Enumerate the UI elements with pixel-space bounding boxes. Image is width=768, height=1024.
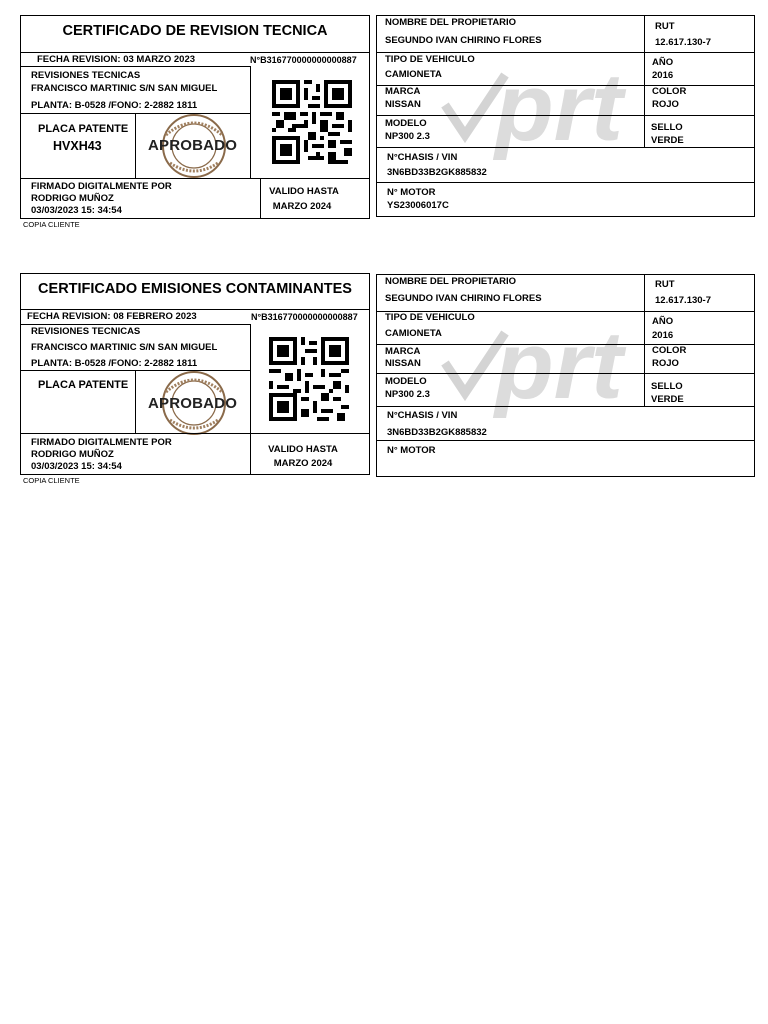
watermark-text: prt <box>495 54 623 161</box>
marca-value: NISSAN <box>385 99 421 110</box>
marca-label: MARCA <box>385 346 421 357</box>
sello-value: VERDE <box>651 394 684 405</box>
rut-label: RUT <box>655 21 675 32</box>
motor-label: N° MOTOR <box>387 445 436 456</box>
rut-value: 12.617.130-7 <box>655 295 711 306</box>
valido-value: MARZO 2024 <box>272 201 332 212</box>
color-label: COLOR <box>652 86 687 97</box>
anio-label: AÑO <box>652 316 674 327</box>
marca-value: NISSAN <box>385 358 421 369</box>
modelo-label: MODELO <box>385 376 427 387</box>
qr-code-icon <box>272 80 352 164</box>
rut-value: 12.617.130-7 <box>655 37 711 48</box>
sello-value: VERDE <box>651 135 684 146</box>
owner-value: SEGUNDO IVAN CHIRINO FLORES <box>385 35 542 46</box>
modelo-label: MODELO <box>385 118 427 129</box>
modelo-value: NP300 2.3 <box>385 389 430 400</box>
copia-cliente: COPIA CLIENTE <box>23 220 80 229</box>
anio-value: 2016 <box>652 330 674 341</box>
aprobado-seal <box>144 113 244 178</box>
planta-line-2: FRANCISCO MARTINIC S/N SAN MIGUEL <box>31 342 218 353</box>
firmado-line-1: FIRMADO DIGITALMENTE POR <box>31 437 172 448</box>
valido-label: VALIDO HASTA <box>268 444 338 455</box>
seal-text: APROBADO <box>148 137 238 154</box>
chasis-label: N°CHASIS / VIN <box>387 410 458 421</box>
tipo-value: CAMIONETA <box>385 328 442 339</box>
copia-cliente: COPIA CLIENTE <box>23 476 80 485</box>
valido-value: MARZO 2024 <box>273 458 333 469</box>
qr-code <box>272 80 352 164</box>
firmado-line-3: 03/03/2023 15: 34:54 <box>31 205 122 216</box>
owner-label: NOMBRE DEL PROPIETARIO <box>385 276 517 287</box>
marca-label: MARCA <box>385 86 421 97</box>
placa-label: PLACA PATENTE <box>38 123 129 135</box>
certificate-title: CERTIFICADO DE REVISION TECNICA <box>62 23 328 39</box>
qr-code-icon <box>269 337 349 421</box>
planta-line-3: PLANTA: B-0528 /FONO: 2-2882 1811 <box>31 100 198 111</box>
chasis-label: N°CHASIS / VIN <box>387 152 458 163</box>
anio-label: AÑO <box>652 57 674 68</box>
chasis-value: 3N6BD33B2GK885832 <box>387 167 487 178</box>
anio-value: 2016 <box>652 70 674 81</box>
fecha-revision: FECHA REVISION: 08 FEBRERO 2023 <box>27 311 197 322</box>
certificate-number: N°B316770000000000887 <box>251 312 358 322</box>
watermark-text: prt <box>495 312 623 419</box>
chasis-value: 3N6BD33B2GK885832 <box>387 427 487 438</box>
owner-label: NOMBRE DEL PROPIETARIO <box>385 17 517 28</box>
fecha-revision: FECHA REVISION: 03 MARZO 2023 <box>37 54 196 65</box>
rut-label: RUT <box>655 279 675 290</box>
planta-line-2: FRANCISCO MARTINIC S/N SAN MIGUEL <box>31 83 218 94</box>
color-value: ROJO <box>652 99 679 110</box>
sello-label: SELLO <box>651 122 683 133</box>
firmado-line-3: 03/03/2023 15: 34:54 <box>31 461 122 472</box>
certificate-number: N°B316770000000000887 <box>250 55 357 65</box>
planta-line-1: REVISIONES TECNICAS <box>31 326 141 337</box>
planta-line-1: REVISIONES TECNICAS <box>31 70 141 81</box>
motor-value: YS23006017C <box>387 200 449 211</box>
color-label: COLOR <box>652 345 687 356</box>
color-value: ROJO <box>652 358 679 369</box>
placa-value: HVXH43 <box>53 139 102 153</box>
firmado-line-2: RODRIGO MUÑOZ <box>31 449 114 460</box>
valido-label: VALIDO HASTA <box>269 186 339 197</box>
sello-label: SELLO <box>651 381 683 392</box>
seal-text: APROBADO <box>148 395 238 412</box>
qr-code <box>269 337 349 421</box>
motor-label: N° MOTOR <box>387 187 436 198</box>
planta-line-3: PLANTA: B-0528 /FONO: 2-2882 1811 <box>31 358 198 369</box>
aprobado-seal <box>144 370 244 435</box>
tipo-label: TIPO DE VEHICULO <box>385 312 475 323</box>
firmado-line-2: RODRIGO MUÑOZ <box>31 193 114 204</box>
tipo-label: TIPO DE VEHICULO <box>385 54 475 65</box>
modelo-value: NP300 2.3 <box>385 131 430 142</box>
placa-label: PLACA PATENTE <box>38 379 129 391</box>
owner-value: SEGUNDO IVAN CHIRINO FLORES <box>385 293 542 304</box>
firmado-line-1: FIRMADO DIGITALMENTE POR <box>31 181 172 192</box>
tipo-value: CAMIONETA <box>385 69 442 80</box>
certificate-title: CERTIFICADO EMISIONES CONTAMINANTES <box>38 281 352 297</box>
